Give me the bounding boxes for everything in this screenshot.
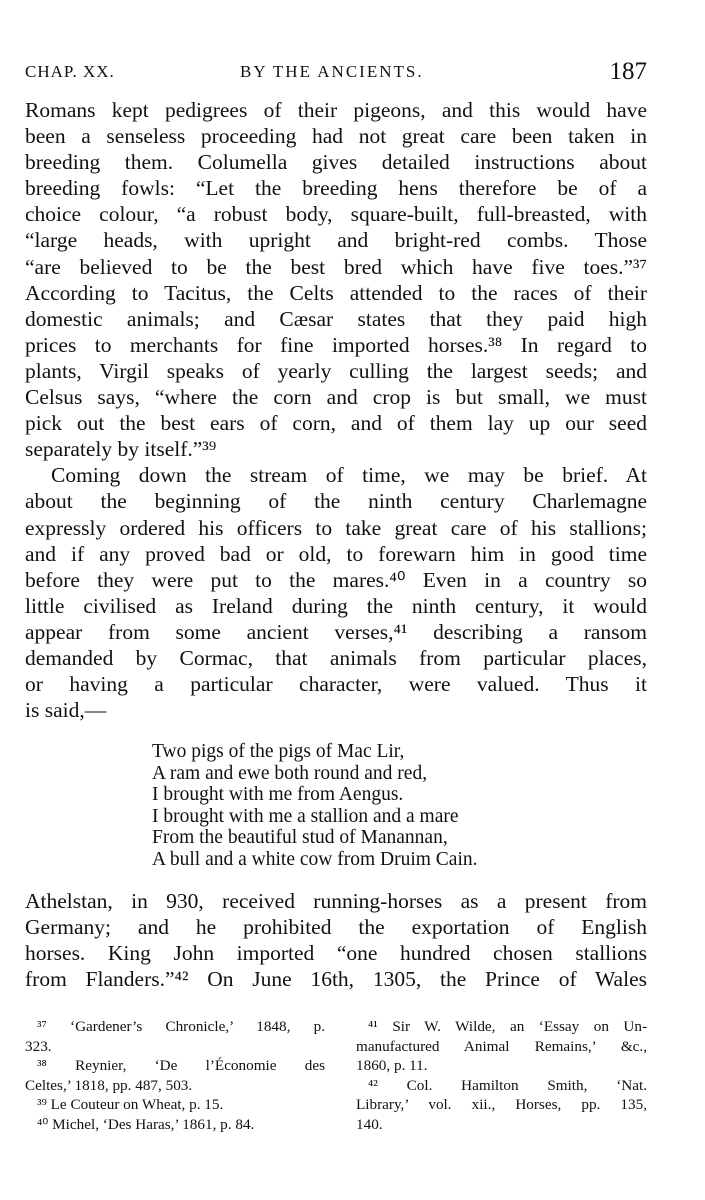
footnote-line: Library,’ vol. xii., Horses, pp. 135,: [356, 1096, 647, 1113]
running-header: [25, 58, 647, 88]
text-line: Celsus says, “where the corn and crop is but small, we must: [25, 385, 647, 410]
footnote-line: Celtes,’ 1818, pp. 487, 503.: [25, 1076, 193, 1094]
text-line: or having a particular character, were valued. Thus it: [25, 672, 647, 697]
text-line: Athelstan, in 930, received running-horses as a present from: [25, 889, 647, 913]
text-line: little civilised as Ireland during the ninth century, it would: [25, 593, 647, 618]
footnote-line: 140.: [356, 1115, 383, 1133]
text-line: “are believed to be the best bred which have five toes.”³⁷: [25, 254, 647, 279]
text-line: domestic animals; and Cæsar states that they paid high: [25, 306, 647, 331]
text-line: prices to merchants for fine imported horses.³⁸ In regard to: [25, 332, 647, 357]
text-line: breeding them. Columella gives detailed instructions about: [25, 150, 647, 175]
footnotes-right-column: [356, 1017, 647, 1134]
footnote-line: ³⁹ Le Couteur on Wheat, p. 15.: [37, 1096, 224, 1113]
text-line: horses. King John imported “one hundred chosen stallions: [25, 941, 647, 966]
text-line: before they were put to the mares.⁴⁰ Even in a country so: [25, 567, 647, 592]
footnote-line: ⁴⁰ Michel, ‘Des Haras,’ 1861, p. 84.: [37, 1115, 255, 1133]
text-line: separately by itself.”³⁹: [25, 437, 217, 462]
footnote-line: manufactured Animal Remains,’ &c.,: [356, 1037, 647, 1055]
footnote-line: ⁴² Col. Hamilton Smith, ‘Nat.: [368, 1076, 647, 1094]
text-line: and if any proved bad or old, to forewarn him in good time: [25, 541, 647, 566]
text-line: Germany; and he prohibited the exportation of English: [25, 915, 647, 940]
verse-line: From the beautiful stud of Manannan,: [152, 827, 448, 849]
text-line: “large heads, with upright and bright-red combs. Those: [25, 228, 647, 253]
text-line: choice colour, “a robust body, square-built, full-breasted, with: [25, 202, 647, 227]
text-line: expressly ordered his officers to take great care of his stallions;: [25, 515, 647, 540]
text-line: plants, Virgil speaks of yearly culling the largest seeds; and: [25, 358, 647, 383]
page-number: 187: [609, 58, 647, 85]
footnote-line: 1860, p. 11.: [356, 1057, 428, 1074]
chapter-label: CHAP. XX.: [25, 62, 115, 81]
footnote-line: ³⁷ ‘Gardener’s Chronicle,’ 1848, p.: [37, 1018, 325, 1035]
footnotes-left-column: [25, 1017, 325, 1134]
text-line: breeding fowls: “Let the breeding hens therefore be of a: [25, 176, 647, 201]
verse-quotation: [152, 741, 477, 871]
verse-line: A ram and ewe both round and red,: [152, 762, 428, 784]
paragraph-2: [25, 462, 647, 723]
text-line: about the beginning of the ninth century Charlemagne: [25, 489, 647, 514]
text-line: from Flanders.”⁴² On June 16th, 1305, the Prince of Wales: [25, 967, 647, 992]
verse-line: Two pigs of the pigs of Mac Lir,: [152, 741, 405, 762]
paragraph-1: [25, 97, 647, 462]
footnote-line: ³⁸ Reynier, ‘De l’Économie des: [37, 1057, 325, 1074]
running-title: BY THE ANCIENTS.: [240, 62, 424, 81]
text-line: appear from some ancient verses,⁴¹ describing a ransom: [25, 619, 647, 644]
text-line: is said,—: [25, 698, 107, 723]
footnote-line: ⁴¹ Sir W. Wilde, an ‘Essay on Un-: [368, 1018, 647, 1035]
text-line: demanded by Cormac, that animals from particular places,: [25, 645, 647, 670]
text-line: According to Tacitus, the Celts attended to the races of their: [25, 280, 647, 305]
text-line: been a senseless proceeding had not great care been taken in: [25, 124, 647, 149]
verse-line: I brought with me from Aengus.: [152, 784, 404, 806]
text-line: Romans kept pedigrees of their pigeons, and this would have: [25, 98, 647, 122]
text-line: Coming down the stream of time, we may be brief. At: [51, 463, 647, 488]
text-line: pick out the best ears of corn, and of them lay up our seed: [25, 411, 647, 436]
paragraph-3: [25, 888, 647, 992]
verse-line: A bull and a white cow from Druim Cain.: [152, 848, 478, 870]
verse-line: I brought with me a stallion and a mare: [152, 805, 459, 827]
footnote-line: 323.: [25, 1037, 52, 1055]
main-text: [25, 97, 647, 723]
